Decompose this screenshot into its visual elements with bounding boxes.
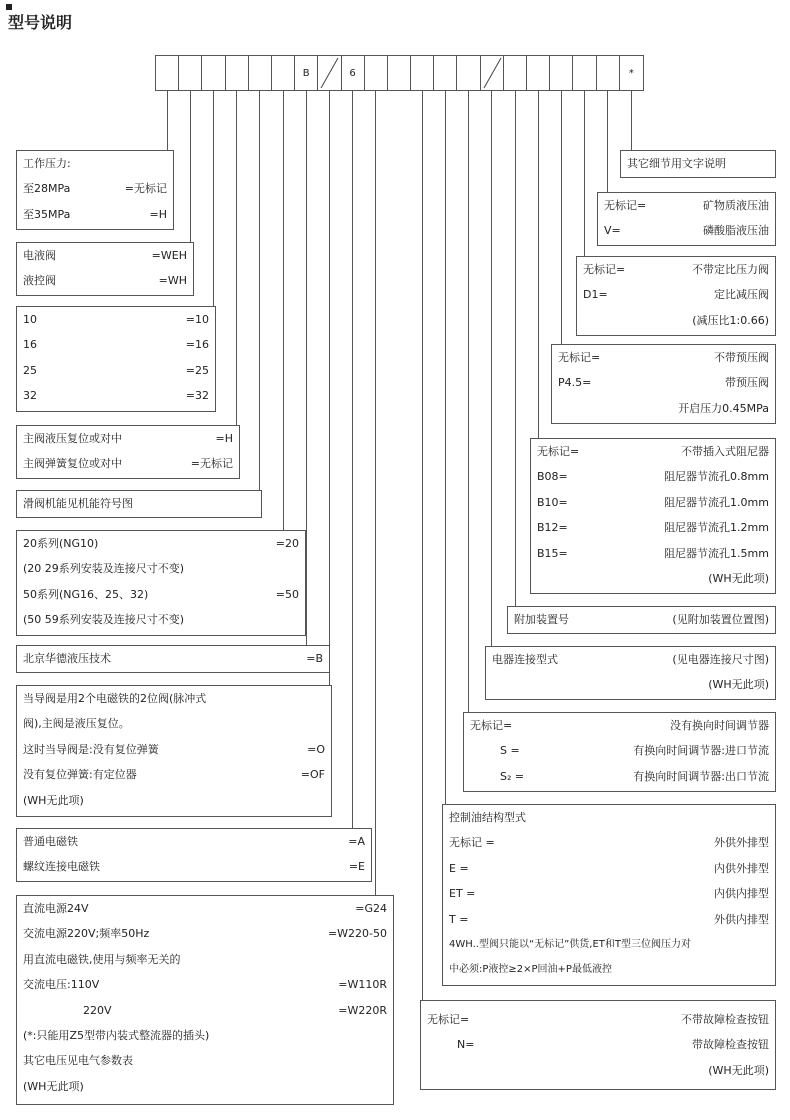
orifice-row: 无标记= 不带插入式阻尼器 (537, 445, 769, 458)
attach-row: 附加装置号 (见附加装置位置图) (514, 613, 769, 626)
power-row: 直流电源24V =G24 (23, 902, 387, 915)
size-box (16, 306, 216, 412)
pressure-box (16, 150, 174, 230)
symbol-box (16, 490, 262, 518)
timer-row: 无标记= 没有换向时间调节器 (470, 719, 769, 732)
pilot-box (16, 685, 332, 817)
series-row: (20 29系列安装及连接尺寸不变) (23, 562, 185, 576)
orifice-row: B15= 阻尼器节流孔1.5mm (537, 546, 769, 560)
power-line: 用直流电磁铁,使用与频率无关的 (23, 952, 181, 966)
pilot-row: 没有复位弹簧:有定位器 =OF (23, 768, 325, 782)
size-row: 32 =32 (23, 389, 209, 403)
control-note: 4WH..型阀只能以“无标记”供货,ET和T型三位阀压力对 (449, 939, 692, 951)
prepress-row: 无标记= 不带预压阀 (558, 351, 769, 364)
maker-row: 北京华德液压技术 =B (23, 652, 323, 665)
pilot-note: (WH无此项) (23, 793, 84, 807)
pressure-row: 至35MPa =H (23, 207, 167, 221)
code-cell (434, 56, 457, 90)
oil-box (597, 192, 776, 246)
power-line: 其它电压见电气参数表 (23, 1054, 133, 1068)
maker-box (16, 645, 330, 673)
size-row: 25 =25 (23, 363, 209, 377)
code-cell (318, 56, 341, 90)
oil-row: V= 磷酸脂液压油 (604, 224, 769, 238)
code-cell (272, 56, 295, 90)
series-row: (50 59系列安装及连接尺寸不变) (23, 613, 185, 627)
code-cell (527, 56, 550, 90)
solenoid-row: 普通电磁铁 =A (23, 835, 365, 848)
series-row: 50系列(NG16、25、32) =50 (23, 587, 299, 601)
series-box (16, 530, 306, 636)
code-cell: * (628, 67, 634, 79)
pressure-row: 至28MPa =无标记 (23, 182, 167, 196)
code-cell (179, 56, 202, 90)
prepress-note: 开启压力0.45MPa (678, 401, 769, 415)
code-cell (457, 56, 480, 90)
control-box (442, 804, 776, 986)
reduce-row: 无标记= 不带定比压力阀 (583, 263, 769, 276)
code-cell (365, 56, 388, 90)
other-box (620, 150, 776, 178)
control-note: 中必须:P液控≥2×P回油+P最低液控 (449, 964, 612, 976)
prepress-box (551, 344, 776, 424)
fault-row: 无标记= 不带故障检查按钮 (427, 1013, 769, 1026)
power-line: (*:只能用Z5型带内装式整流器的插头) (23, 1029, 210, 1043)
orifice-row: B08= 阻尼器节流孔0.8mm (537, 470, 769, 484)
orifice-row: B10= 阻尼器节流孔1.0mm (537, 495, 769, 509)
valve-row: 电液阀 =WEH (23, 249, 187, 262)
power-box (16, 895, 394, 1105)
fault-row: N= 带故障检查按钮 (457, 1038, 769, 1052)
power-row: 220V =W220R (83, 1003, 387, 1017)
code-cell: 6 (342, 56, 365, 90)
code-cell (249, 56, 272, 90)
orifice-box (530, 438, 776, 594)
fault-box (420, 1000, 776, 1090)
control-row: ET = 内供内排型 (449, 887, 769, 901)
reset-row: 主阀弹簧复位或对中 =无标记 (23, 457, 233, 471)
symbol-text: 滑阀机能见机能符号图 (23, 497, 133, 510)
oil-row: 无标记= 矿物质液压油 (604, 199, 769, 212)
code-cell (550, 56, 573, 90)
power-line: (WH无此项) (23, 1079, 84, 1093)
code-cell (504, 56, 527, 90)
other-text: 其它细节用文字说明 (627, 157, 726, 170)
page-title: 型号说明 (8, 13, 73, 32)
code-cell (597, 56, 620, 90)
code-cell (573, 56, 596, 90)
control-row: E = 内供外排型 (449, 861, 769, 875)
elec-box (485, 646, 776, 700)
timer-row: S₂ = 有换向时间调节器:出口节流 (500, 769, 769, 783)
code-cell (481, 56, 504, 90)
attach-box (507, 606, 776, 634)
reset-row: 主阀液压复位或对中 =H (23, 432, 233, 445)
reduce-box (576, 256, 776, 336)
power-row: 交流电压:110V =W110R (23, 978, 387, 992)
control-row: T = 外供内排型 (449, 912, 769, 926)
size-row: 10 =10 (23, 313, 209, 326)
timer-row: S = 有换向时间调节器:进口节流 (500, 744, 769, 758)
size-row: 16 =16 (23, 338, 209, 352)
pilot-row: 这时当导阀是:没有复位弹簧 =O (23, 742, 325, 756)
prepress-row: P4.5= 带预压阀 (558, 376, 769, 390)
reduce-row: D1= 定比减压阀 (583, 288, 769, 302)
code-cell (411, 56, 434, 90)
series-row: 20系列(NG10) =20 (23, 537, 299, 550)
orifice-row: B12= 阻尼器节流孔1.2mm (537, 521, 769, 535)
valve-type-box (16, 242, 194, 296)
pilot-line: 当导阀是用2个电磁铁的2位阀(脉冲式 (23, 692, 207, 705)
timer-box (463, 712, 776, 792)
slash-icon (481, 56, 503, 90)
solenoid-row: 螺纹连接电磁铁 =E (23, 860, 365, 874)
control-row: 无标记 = 外供外排型 (449, 836, 769, 850)
pilot-line: 阀),主阀是液压复位。 (23, 717, 130, 731)
code-cell: B (295, 56, 318, 90)
elec-note: (WH无此项) (708, 678, 769, 692)
model-code-bar (155, 55, 644, 91)
control-heading: 控制油结构型式 (449, 811, 526, 824)
pressure-heading: 工作压力: (23, 157, 71, 170)
solenoid-box (16, 828, 372, 882)
orifice-note: (WH无此项) (708, 572, 769, 586)
code-cell (156, 56, 179, 90)
valve-row: 液控阀 =WH (23, 274, 187, 288)
elec-row: 电器连接型式 (见电器连接尺寸图) (492, 653, 769, 666)
slash-icon (318, 56, 340, 90)
reset-box (16, 425, 240, 479)
reduce-note: (减压比1:0.66) (692, 313, 769, 327)
code-cell (226, 56, 249, 90)
code-cell (388, 56, 411, 90)
fault-note: (WH无此项) (708, 1063, 769, 1077)
code-cell (202, 56, 225, 90)
power-row: 交流电源220V;频率50Hz =W220-50 (23, 927, 387, 941)
